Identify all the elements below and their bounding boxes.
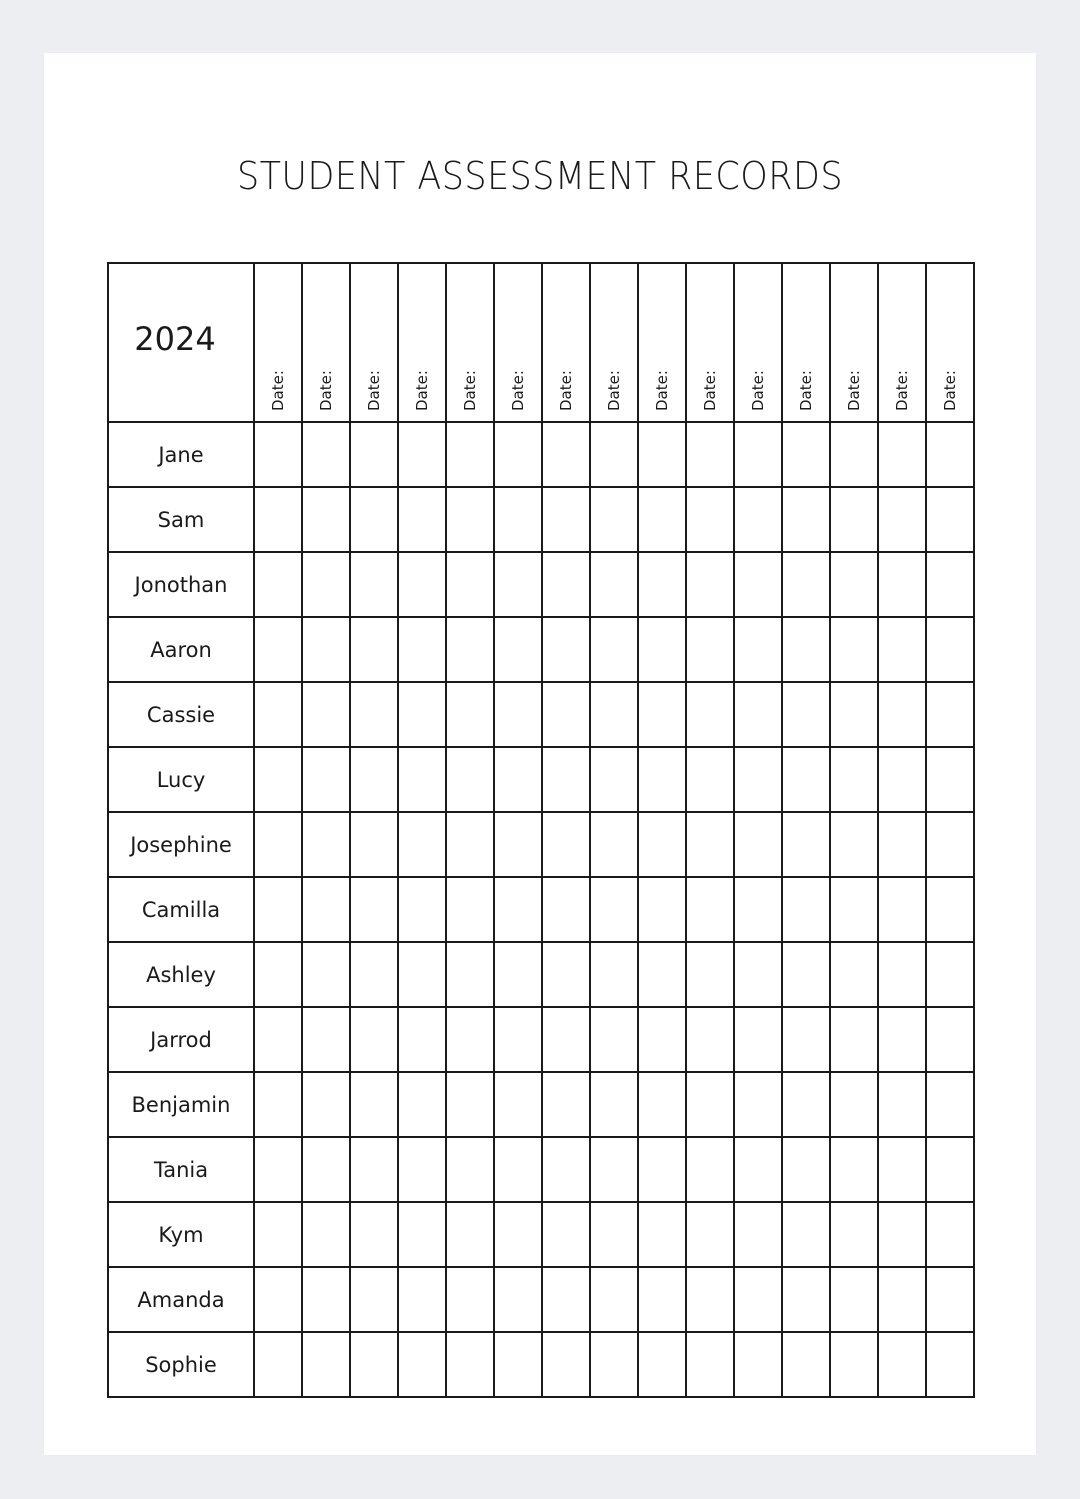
assessment-cell[interactable] xyxy=(494,1267,542,1332)
assessment-cell[interactable] xyxy=(638,617,686,682)
assessment-cell[interactable] xyxy=(830,617,878,682)
assessment-cell[interactable] xyxy=(782,617,830,682)
assessment-cell[interactable] xyxy=(542,617,590,682)
assessment-cell[interactable] xyxy=(734,1007,782,1072)
assessment-cell[interactable] xyxy=(590,617,638,682)
assessment-cell[interactable] xyxy=(494,747,542,812)
assessment-cell[interactable] xyxy=(446,1137,494,1202)
assessment-cell[interactable] xyxy=(686,1332,734,1397)
assessment-cell[interactable] xyxy=(830,1202,878,1267)
assessment-cell[interactable] xyxy=(398,617,446,682)
date-label: Date: xyxy=(797,370,815,411)
assessment-cell[interactable] xyxy=(398,487,446,552)
assessment-cell[interactable] xyxy=(734,747,782,812)
assessment-cell[interactable] xyxy=(398,422,446,487)
student-row xyxy=(108,682,974,747)
assessment-cell[interactable] xyxy=(638,1202,686,1267)
student-name: Cassie xyxy=(108,682,254,747)
assessment-cell[interactable] xyxy=(398,1202,446,1267)
assessment-cell[interactable] xyxy=(542,682,590,747)
assessment-cell[interactable] xyxy=(350,617,398,682)
date-header-cell[interactable] xyxy=(590,263,638,422)
assessment-cell[interactable] xyxy=(830,942,878,1007)
assessment-cell[interactable] xyxy=(734,487,782,552)
assessment-cell[interactable] xyxy=(446,1267,494,1332)
assessment-cell[interactable] xyxy=(302,1137,350,1202)
assessment-cell[interactable] xyxy=(302,942,350,1007)
assessment-cell[interactable] xyxy=(302,487,350,552)
assessment-cell[interactable] xyxy=(638,682,686,747)
assessment-cell[interactable] xyxy=(302,877,350,942)
assessment-cell[interactable] xyxy=(734,1202,782,1267)
assessment-cell[interactable] xyxy=(446,747,494,812)
assessment-cell[interactable] xyxy=(398,1072,446,1137)
assessment-cell[interactable] xyxy=(926,1267,974,1332)
assessment-cell[interactable] xyxy=(350,1202,398,1267)
assessment-cell[interactable] xyxy=(686,877,734,942)
assessment-cell[interactable] xyxy=(494,877,542,942)
assessment-cell[interactable] xyxy=(398,1332,446,1397)
date-label: Date: xyxy=(365,370,383,411)
date-header-cell[interactable] xyxy=(350,263,398,422)
assessment-cell[interactable] xyxy=(494,552,542,617)
assessment-cell[interactable] xyxy=(878,877,926,942)
assessment-cell[interactable] xyxy=(830,682,878,747)
assessment-cell[interactable] xyxy=(494,617,542,682)
assessment-cell[interactable] xyxy=(878,487,926,552)
assessment-cell[interactable] xyxy=(590,422,638,487)
assessment-cell[interactable] xyxy=(590,682,638,747)
student-row xyxy=(108,617,974,682)
student-row xyxy=(108,422,974,487)
assessment-cell[interactable] xyxy=(830,1072,878,1137)
assessment-cell[interactable] xyxy=(542,487,590,552)
assessment-cell[interactable] xyxy=(638,877,686,942)
assessment-cell[interactable] xyxy=(782,942,830,1007)
assessment-cell[interactable] xyxy=(446,617,494,682)
assessment-cell[interactable] xyxy=(926,812,974,877)
assessment-cell[interactable] xyxy=(254,1267,302,1332)
date-label: Date: xyxy=(893,370,911,411)
assessment-cell[interactable] xyxy=(254,422,302,487)
assessment-cell[interactable] xyxy=(734,1267,782,1332)
assessment-cell[interactable] xyxy=(398,682,446,747)
assessment-cell[interactable] xyxy=(926,487,974,552)
student-row xyxy=(108,1137,974,1202)
date-label: Date: xyxy=(845,370,863,411)
assessment-cell[interactable] xyxy=(638,1332,686,1397)
assessment-cell[interactable] xyxy=(830,422,878,487)
assessment-cell[interactable] xyxy=(926,942,974,1007)
assessment-cell[interactable] xyxy=(926,1072,974,1137)
assessment-cell[interactable] xyxy=(302,1072,350,1137)
date-label: Date: xyxy=(941,370,959,411)
assessment-cell[interactable] xyxy=(590,1137,638,1202)
assessment-cell[interactable] xyxy=(398,1007,446,1072)
assessment-cell[interactable] xyxy=(734,1072,782,1137)
assessment-cell[interactable] xyxy=(350,812,398,877)
student-name: Aaron xyxy=(108,617,254,682)
assessment-cell[interactable] xyxy=(638,487,686,552)
assessment-cell[interactable] xyxy=(542,942,590,1007)
assessment-cell[interactable] xyxy=(446,487,494,552)
assessment-cell[interactable] xyxy=(686,1007,734,1072)
assessment-cell[interactable] xyxy=(254,942,302,1007)
assessment-cell[interactable] xyxy=(686,487,734,552)
assessment-cell[interactable] xyxy=(446,942,494,1007)
assessment-cell[interactable] xyxy=(542,422,590,487)
assessment-cell[interactable] xyxy=(734,682,782,747)
assessment-cell[interactable] xyxy=(590,747,638,812)
date-header-cell[interactable] xyxy=(254,263,302,422)
assessment-cell[interactable] xyxy=(782,1072,830,1137)
assessment-cell[interactable] xyxy=(926,422,974,487)
assessment-cell[interactable] xyxy=(926,1007,974,1072)
date-header-cell[interactable] xyxy=(398,263,446,422)
assessment-cell[interactable] xyxy=(590,1007,638,1072)
assessment-cell[interactable] xyxy=(542,1137,590,1202)
assessment-cell[interactable] xyxy=(398,552,446,617)
year-label: 2024 xyxy=(134,319,216,358)
student-row xyxy=(108,747,974,812)
assessment-cell[interactable] xyxy=(446,812,494,877)
assessment-cell[interactable] xyxy=(542,552,590,617)
student-row xyxy=(108,487,974,552)
assessment-cell[interactable] xyxy=(302,1202,350,1267)
student-name: Kym xyxy=(108,1202,254,1267)
assessment-cell[interactable] xyxy=(302,1267,350,1332)
date-header-cell[interactable] xyxy=(638,263,686,422)
assessment-cell[interactable] xyxy=(686,747,734,812)
assessment-cell[interactable] xyxy=(878,552,926,617)
assessment-cell[interactable] xyxy=(590,1332,638,1397)
assessment-cell[interactable] xyxy=(590,487,638,552)
student-name: Lucy xyxy=(108,747,254,812)
student-name: Jonothan xyxy=(108,552,254,617)
assessment-cell[interactable] xyxy=(878,747,926,812)
date-label: Date: xyxy=(461,370,479,411)
date-label: Date: xyxy=(749,370,767,411)
assessment-cell[interactable] xyxy=(830,552,878,617)
assessment-cell[interactable] xyxy=(350,1072,398,1137)
date-header-cell[interactable] xyxy=(302,263,350,422)
assessment-cell[interactable] xyxy=(254,877,302,942)
assessment-cell[interactable] xyxy=(398,1137,446,1202)
assessment-cell[interactable] xyxy=(302,747,350,812)
assessment-cell[interactable] xyxy=(638,747,686,812)
date-header-cell[interactable] xyxy=(686,263,734,422)
assessment-cell[interactable] xyxy=(350,487,398,552)
date-label: Date: xyxy=(605,370,623,411)
student-name: Amanda xyxy=(108,1267,254,1332)
assessment-cell[interactable] xyxy=(590,552,638,617)
assessment-cell[interactable] xyxy=(734,1332,782,1397)
date-header-cell[interactable] xyxy=(830,263,878,422)
assessment-cell[interactable] xyxy=(926,1137,974,1202)
assessment-cell[interactable] xyxy=(302,552,350,617)
assessment-cell[interactable] xyxy=(542,812,590,877)
assessment-cell[interactable] xyxy=(878,682,926,747)
assessment-cell[interactable] xyxy=(686,1072,734,1137)
date-label: Date: xyxy=(701,370,719,411)
assessment-cell[interactable] xyxy=(446,1332,494,1397)
assessment-cell[interactable] xyxy=(302,1332,350,1397)
assessment-cell[interactable] xyxy=(878,1202,926,1267)
assessment-cell[interactable] xyxy=(254,617,302,682)
assessment-cell[interactable] xyxy=(878,812,926,877)
assessment-cell[interactable] xyxy=(926,1202,974,1267)
student-name: Jane xyxy=(108,422,254,487)
assessment-cell[interactable] xyxy=(350,1267,398,1332)
date-header-cell[interactable] xyxy=(734,263,782,422)
assessment-cell[interactable] xyxy=(398,877,446,942)
assessment-cell[interactable] xyxy=(254,1202,302,1267)
assessment-cell[interactable] xyxy=(350,1332,398,1397)
student-name: Ashley xyxy=(108,942,254,1007)
assessment-cell[interactable] xyxy=(782,422,830,487)
assessment-cell[interactable] xyxy=(350,1137,398,1202)
assessment-cell[interactable] xyxy=(254,682,302,747)
student-name: Tania xyxy=(108,1137,254,1202)
date-header-cell[interactable] xyxy=(446,263,494,422)
page-title: STUDENT ASSESSMENT RECORDS xyxy=(236,154,844,198)
assessment-cell[interactable] xyxy=(830,1137,878,1202)
assessment-cell[interactable] xyxy=(782,1137,830,1202)
assessment-cell[interactable] xyxy=(686,942,734,1007)
assessment-cell[interactable] xyxy=(494,422,542,487)
date-label: Date: xyxy=(317,370,335,411)
assessment-cell[interactable] xyxy=(398,812,446,877)
assessment-cell[interactable] xyxy=(926,552,974,617)
date-label: Date: xyxy=(413,370,431,411)
assessment-cell[interactable] xyxy=(734,1137,782,1202)
student-name: Camilla xyxy=(108,877,254,942)
assessment-cell[interactable] xyxy=(590,1072,638,1137)
assessment-cell[interactable] xyxy=(542,877,590,942)
assessment-cell[interactable] xyxy=(830,747,878,812)
assessment-cell[interactable] xyxy=(350,552,398,617)
assessment-cell[interactable] xyxy=(542,1332,590,1397)
assessment-cell[interactable] xyxy=(878,1137,926,1202)
assessment-cell[interactable] xyxy=(350,682,398,747)
assessment-cell[interactable] xyxy=(830,1267,878,1332)
assessment-cell[interactable] xyxy=(494,487,542,552)
assessment-cell[interactable] xyxy=(446,552,494,617)
assessment-cell[interactable] xyxy=(446,1072,494,1137)
assessment-cell[interactable] xyxy=(638,552,686,617)
assessment-cell[interactable] xyxy=(494,1137,542,1202)
assessment-cell[interactable] xyxy=(350,422,398,487)
assessment-cell[interactable] xyxy=(638,1072,686,1137)
assessment-cell[interactable] xyxy=(830,877,878,942)
assessment-cell[interactable] xyxy=(782,1332,830,1397)
date-header-cell[interactable] xyxy=(494,263,542,422)
date-header-cell[interactable] xyxy=(782,263,830,422)
assessment-cell[interactable] xyxy=(590,812,638,877)
student-name: Jarrod xyxy=(108,1007,254,1072)
assessment-cell[interactable] xyxy=(254,1072,302,1137)
assessment-cell[interactable] xyxy=(782,682,830,747)
assessment-cell[interactable] xyxy=(254,1332,302,1397)
student-name: Sophie xyxy=(108,1332,254,1397)
assessment-cell[interactable] xyxy=(590,877,638,942)
assessment-cell[interactable] xyxy=(254,552,302,617)
assessment-cell[interactable] xyxy=(254,812,302,877)
assessment-cell[interactable] xyxy=(302,812,350,877)
assessment-cell[interactable] xyxy=(494,1007,542,1072)
assessment-cell[interactable] xyxy=(878,1072,926,1137)
assessment-cell[interactable] xyxy=(590,1202,638,1267)
date-header-cell[interactable] xyxy=(878,263,926,422)
assessment-cell[interactable] xyxy=(686,422,734,487)
assessment-cell[interactable] xyxy=(398,747,446,812)
assessment-cell[interactable] xyxy=(638,422,686,487)
assessment-cell[interactable] xyxy=(638,1007,686,1072)
student-row xyxy=(108,1007,974,1072)
assessment-cell[interactable] xyxy=(878,1007,926,1072)
date-label: Date: xyxy=(269,370,287,411)
assessment-cell[interactable] xyxy=(878,617,926,682)
assessment-cell[interactable] xyxy=(254,487,302,552)
assessment-cell[interactable] xyxy=(926,682,974,747)
assessment-cell[interactable] xyxy=(734,422,782,487)
assessment-cell[interactable] xyxy=(638,942,686,1007)
student-name: Sam xyxy=(108,487,254,552)
assessment-cell[interactable] xyxy=(782,747,830,812)
assessment-cell[interactable] xyxy=(494,682,542,747)
assessment-cell[interactable] xyxy=(542,1202,590,1267)
student-row xyxy=(108,812,974,877)
assessment-cell[interactable] xyxy=(398,942,446,1007)
year-cell xyxy=(108,263,254,422)
assessment-cell[interactable] xyxy=(782,487,830,552)
assessment-cell[interactable] xyxy=(446,1202,494,1267)
assessment-cell[interactable] xyxy=(926,747,974,812)
assessment-cell[interactable] xyxy=(494,1072,542,1137)
assessment-cell[interactable] xyxy=(926,617,974,682)
assessment-cell[interactable] xyxy=(878,1267,926,1332)
assessment-cell[interactable] xyxy=(878,422,926,487)
student-row xyxy=(108,1332,974,1397)
assessment-cell[interactable] xyxy=(350,942,398,1007)
assessment-cell[interactable] xyxy=(686,552,734,617)
student-row xyxy=(108,1072,974,1137)
assessment-cell[interactable] xyxy=(830,812,878,877)
assessment-cell[interactable] xyxy=(446,422,494,487)
assessment-cell[interactable] xyxy=(830,1007,878,1072)
assessment-cell[interactable] xyxy=(686,1137,734,1202)
assessment-cell[interactable] xyxy=(542,747,590,812)
assessment-cell[interactable] xyxy=(254,1007,302,1072)
assessment-cell[interactable] xyxy=(782,1267,830,1332)
assessment-cell[interactable] xyxy=(494,1332,542,1397)
student-name: Josephine xyxy=(108,812,254,877)
assessment-cell[interactable] xyxy=(254,1137,302,1202)
assessment-cell[interactable] xyxy=(638,1267,686,1332)
assessment-cell[interactable] xyxy=(302,617,350,682)
assessment-cell[interactable] xyxy=(302,1007,350,1072)
student-row xyxy=(108,552,974,617)
assessment-cell[interactable] xyxy=(878,1332,926,1397)
student-row xyxy=(108,1202,974,1267)
assessment-cell[interactable] xyxy=(782,1202,830,1267)
assessment-cell[interactable] xyxy=(494,812,542,877)
assessment-cell[interactable] xyxy=(446,877,494,942)
assessment-cell[interactable] xyxy=(830,487,878,552)
student-row xyxy=(108,942,974,1007)
assessment-cell[interactable] xyxy=(254,747,302,812)
assessment-cell[interactable] xyxy=(494,942,542,1007)
date-label: Date: xyxy=(509,370,527,411)
assessment-cell[interactable] xyxy=(350,877,398,942)
assessment-cell[interactable] xyxy=(542,1267,590,1332)
date-header-cell[interactable] xyxy=(542,263,590,422)
assessment-cell[interactable] xyxy=(302,422,350,487)
student-row xyxy=(108,1267,974,1332)
assessment-cell[interactable] xyxy=(686,682,734,747)
assessment-cell[interactable] xyxy=(782,877,830,942)
assessment-cell[interactable] xyxy=(878,942,926,1007)
assessment-cell[interactable] xyxy=(302,682,350,747)
assessment-cell[interactable] xyxy=(926,877,974,942)
assessment-cell[interactable] xyxy=(782,552,830,617)
assessment-cell[interactable] xyxy=(734,877,782,942)
assessment-cell[interactable] xyxy=(542,1007,590,1072)
assessment-cell[interactable] xyxy=(350,747,398,812)
assessment-cell[interactable] xyxy=(734,812,782,877)
assessment-cell[interactable] xyxy=(398,1267,446,1332)
assessment-cell[interactable] xyxy=(638,1137,686,1202)
assessment-cell[interactable] xyxy=(350,1007,398,1072)
assessment-cell[interactable] xyxy=(926,1332,974,1397)
student-name: Benjamin xyxy=(108,1072,254,1137)
assessment-cell[interactable] xyxy=(686,1202,734,1267)
assessment-cell[interactable] xyxy=(686,812,734,877)
date-label: Date: xyxy=(653,370,671,411)
date-header-cell[interactable] xyxy=(926,263,974,422)
assessment-cell[interactable] xyxy=(494,1202,542,1267)
assessment-cell[interactable] xyxy=(782,812,830,877)
assessment-cell[interactable] xyxy=(446,1007,494,1072)
date-label: Date: xyxy=(557,370,575,411)
assessment-grid xyxy=(107,262,975,1398)
assessment-cell[interactable] xyxy=(590,942,638,1007)
assessment-cell[interactable] xyxy=(638,812,686,877)
assessment-cell[interactable] xyxy=(590,1267,638,1332)
assessment-cell[interactable] xyxy=(830,1332,878,1397)
student-row xyxy=(108,877,974,942)
assessment-cell[interactable] xyxy=(734,617,782,682)
assessment-cell[interactable] xyxy=(782,1007,830,1072)
assessment-cell[interactable] xyxy=(542,1072,590,1137)
assessment-cell[interactable] xyxy=(686,1267,734,1332)
assessment-cell[interactable] xyxy=(686,617,734,682)
assessment-cell[interactable] xyxy=(734,552,782,617)
assessment-cell[interactable] xyxy=(734,942,782,1007)
header-row xyxy=(108,263,974,422)
assessment-cell[interactable] xyxy=(446,682,494,747)
